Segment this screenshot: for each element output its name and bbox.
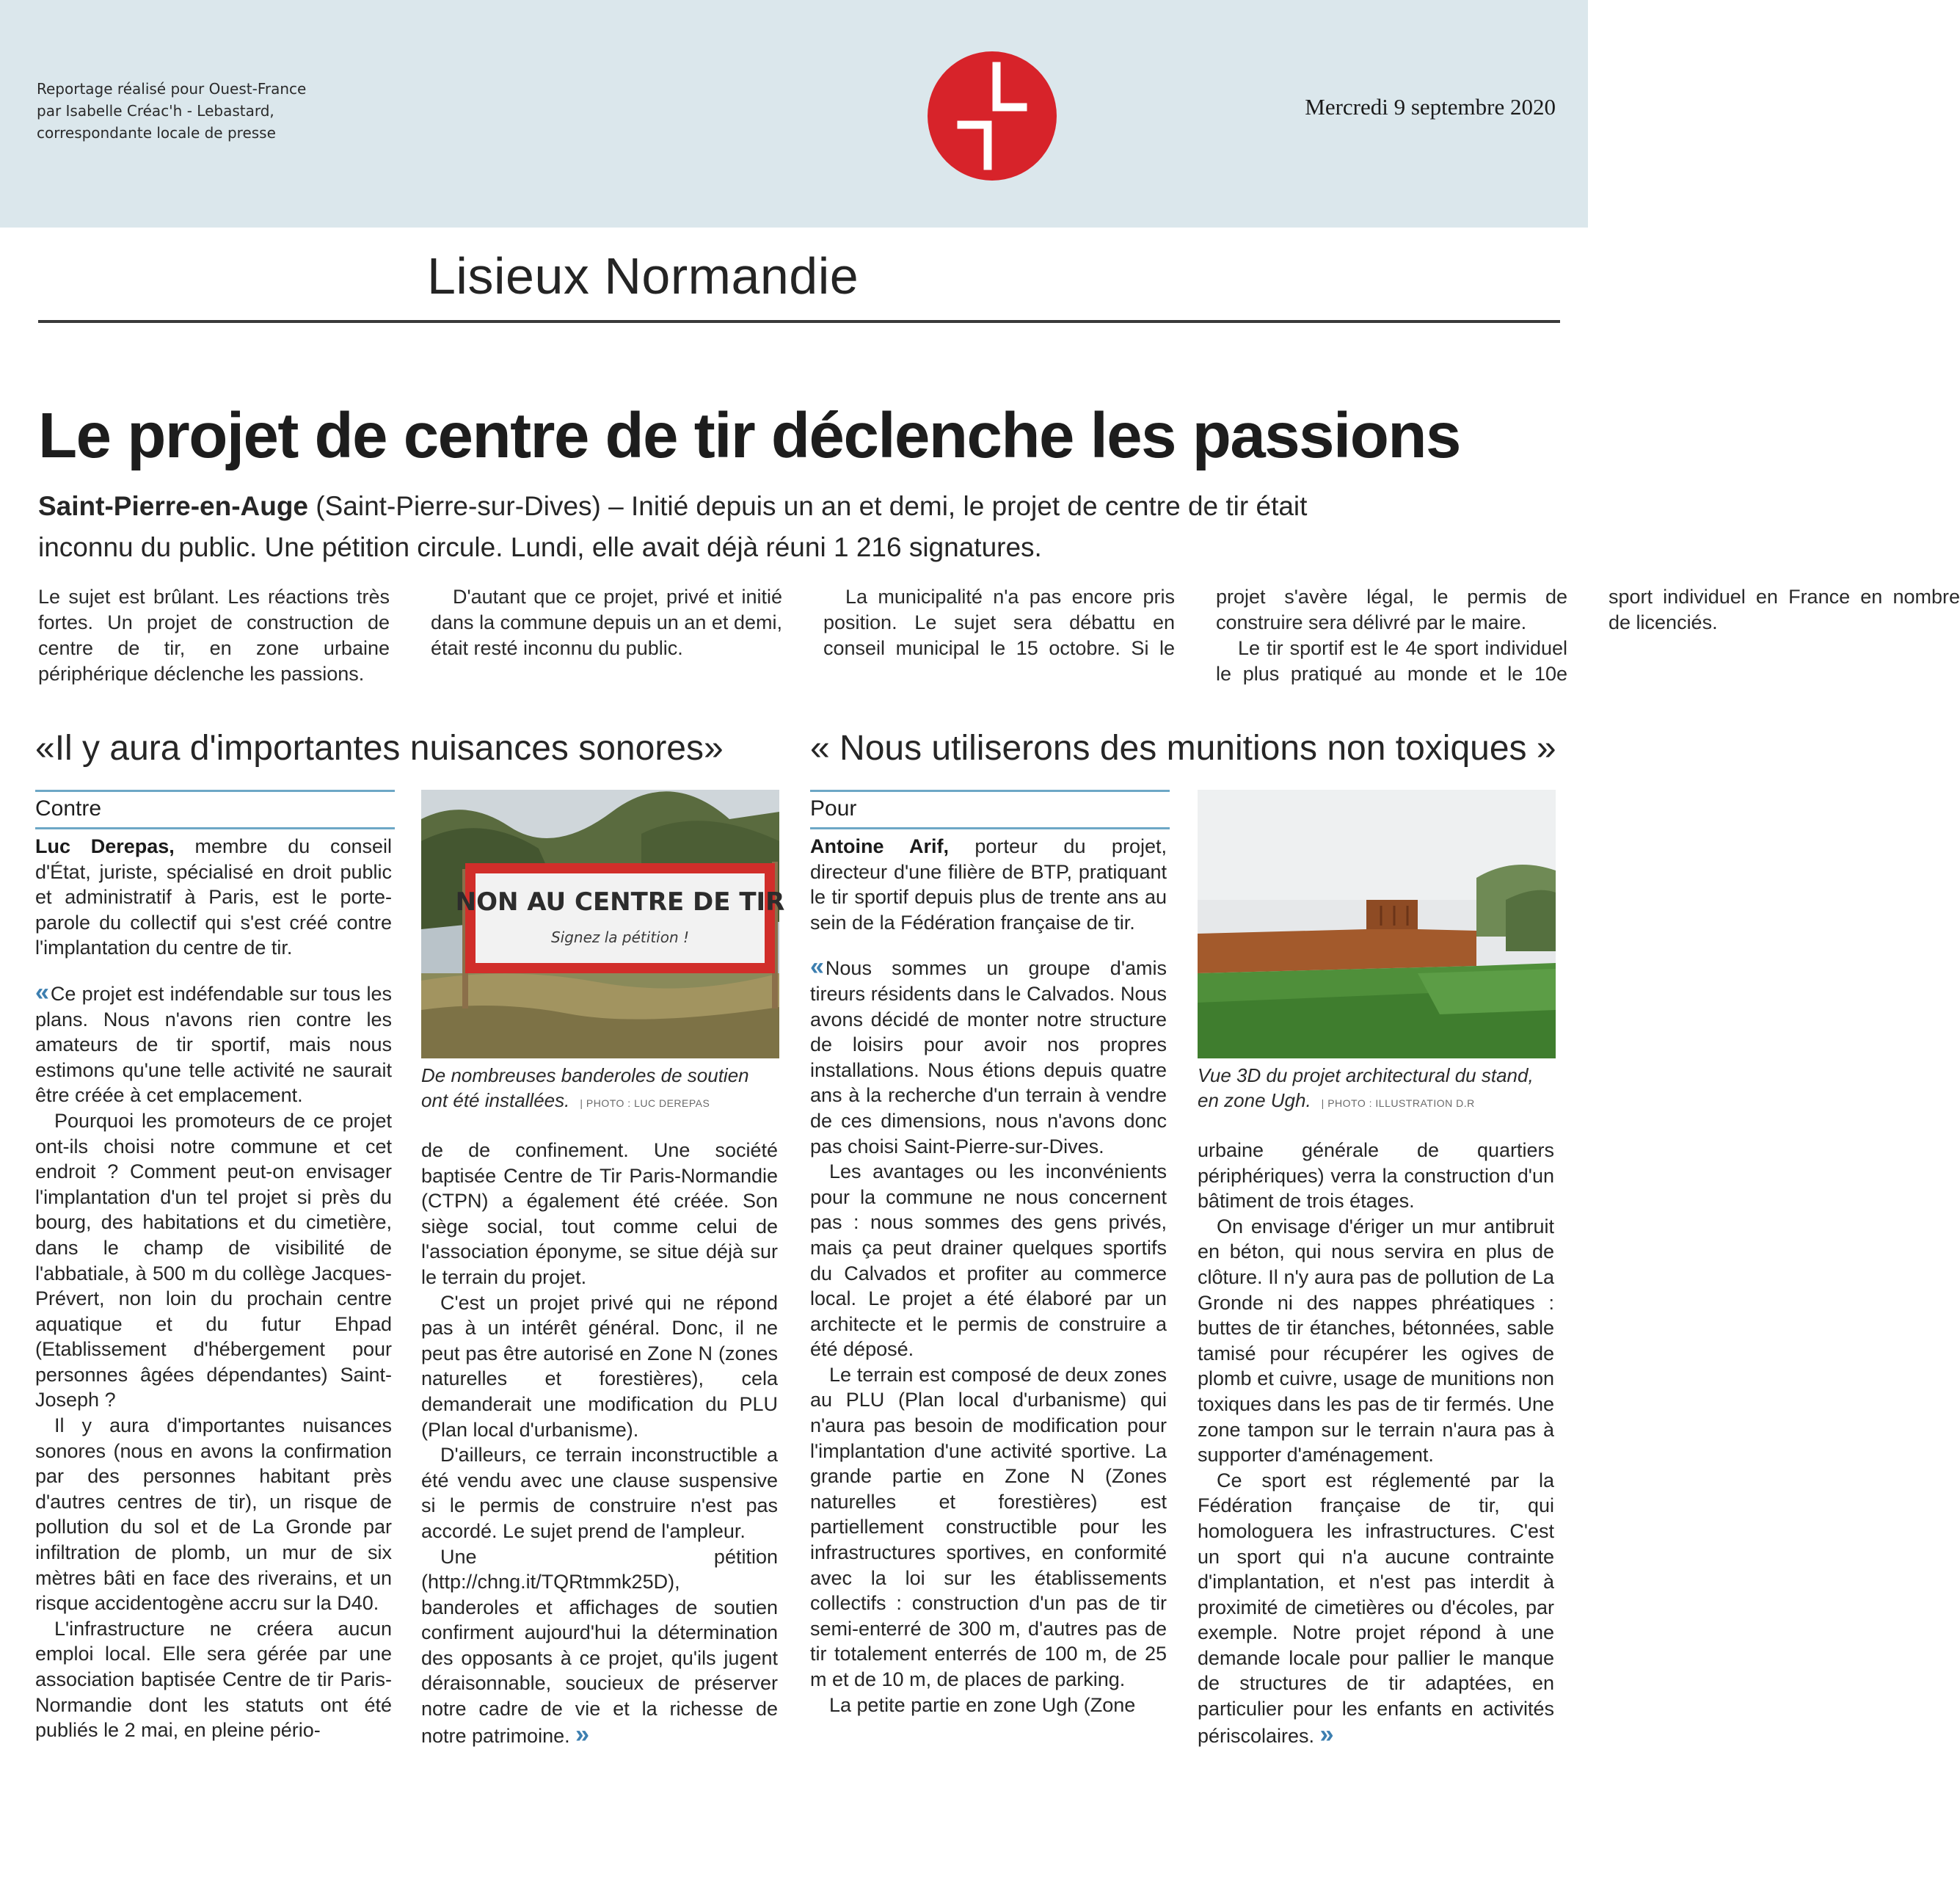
publication-date: Mercredi 9 septembre 2020 <box>1305 94 1556 120</box>
intro-paragraph: Le tir sportif est le 4e sport individuel le plus pratiqué au monde et le 10e sport individuel en France en nombre de licenciés. <box>1216 586 1960 685</box>
contre-person-desc: membre du conseil d'État, juriste, spécialisé en droit public et administratif à Paris, est le porte-parole du collectif qui s'est créé contre l'implantation du centre de tir. <box>35 835 392 959</box>
reporter-credit <box>37 78 448 144</box>
pour-person-desc: porteur du projet, directeur d'une filière de BTP, pratiquant le tir sportif depuis plus de trente ans au sein de la Fédération française de tir. <box>810 835 1167 934</box>
pour-paragraph: Les avantages ou les inconvénients pour la commune ne nous concernent pas : nous sommes des gens privés, mais ça peut drainer quelques sportifs du Calvados et profiter au commerce local. Le projet a été élaboré par un architecte et le permis de construire a été déposé. <box>810 1160 1167 1361</box>
contre-person: Luc Derepas, <box>35 835 175 857</box>
intro-paragraph: La municipalité n'a pas encore pris position. Le sujet sera débattu en conseil municipal le 15 octobre. Si le projet s'avère légal, le permis de construire sera délivré par le maire. <box>823 586 1567 659</box>
ouest-france-logo <box>926 50 1058 182</box>
section-rule <box>38 320 1560 323</box>
pour-paragraph: On envisage d'ériger un mur antibruit en béton, qui nous servira en plus de clôture. Il n'y aura pas de pollution de La Gronde ni des nappes phréatiques : buttes de tir étanches, bétonnées, sable tamisé pour récupérer les ogives de plomb et cuivre, usage de munitions non toxiques dans les pas de tir fermés. Une zone tampon sur le terrain n'aura pas à supporter d'aménagement. <box>1198 1215 1554 1467</box>
contre-intro <box>35 834 392 961</box>
pour-paragraph: urbaine générale de quartiers périphériques) verra la construction d'un bâtiment de trois étages. <box>1198 1139 1554 1213</box>
quote-close-icon: » <box>1319 1720 1331 1748</box>
article-intro <box>38 584 1960 694</box>
contre-label: Contre <box>35 796 102 821</box>
pour-heading: « Nous utiliserons des munitions non toxiques » <box>810 729 1556 768</box>
pour-label-box <box>810 790 1170 829</box>
article-lead <box>38 486 1403 568</box>
article-headline: Le projet de centre de tir déclenche les passions <box>38 400 1460 471</box>
lead-place: Saint-Pierre-en-Auge <box>38 491 309 521</box>
pour-paragraph-text: Ce sport est réglementé par la Fédération française de tir, qui homologuera les infrastructures. C'est un sport qui n'a aucune contrainte d'implantation, et n'est pas interdit à proximité de cimetières ou d'écoles, par exemple. Notre projet répond à une demande locale pour pallier le manque de structures de tir adaptées, en particulier pour les enfants en activités périscolaires. <box>1198 1469 1554 1747</box>
pour-paragraph <box>1198 1468 1554 1749</box>
contre-paragraph: Pourquoi les promoteurs de ce projet ont-ils choisi notre commune et cet endroit ? Comment peut-on envisager l'implantation d'un tel projet si près du bourg, des habitations et du cimetière, dans le champ de visibilité de l'abbatiale, à 500 m du collège Jacques-Prévert, non loin du prochain centre aquatique et du futur Ehpad (Etablissement d'hébergement pour personnes âgées dépendantes) Saint-Joseph ? <box>35 1109 392 1411</box>
lead-text: (Saint-Pierre-sur-Dives) – Initié depuis un an et demi, le projet de centre de tir était inconnu du public. Une pétition circule. Lundi, elle avait déjà réuni 1 216 signatures. <box>38 491 1308 562</box>
contre-heading: «Il y aura d'importantes nuisances sonores» <box>35 729 724 768</box>
credit-line: par Isabelle Créac'h - Lebastard, <box>37 102 274 120</box>
pour-paragraph-text: Nous sommes un groupe d'amis tireurs résidents dans le Calvados. Nous avons décidé de monter notre structure de loisirs pour avoir nos propres installations. Nous étions depuis quatre ans à la recherche d'un terrain à vendre de ces dimensions, nous n'avons donc pas choisi Saint-Pierre-sur-Dives. <box>810 957 1167 1157</box>
pour-column-3 <box>810 834 1167 1718</box>
caption-text: Vue 3D du projet architectural du stand, en zone Ugh. <box>1198 1064 1534 1111</box>
intro-paragraph: Le sujet est brûlant. Les réactions très fortes. Un projet de construction de centre de tir, en zone urbaine périphérique déclenche les passions. <box>38 586 390 685</box>
contre-paragraph: C'est un projet privé qui ne répond pas à un intérêt général. Donc, il ne peut pas être autorisé en Zone N (zones naturelles et forestières), cela demanderait une modification du PLU (Plan local d'urbanisme). <box>421 1291 778 1441</box>
pour-paragraph <box>810 954 1167 1159</box>
banner-caption <box>421 1063 773 1116</box>
caption-credit: | PHOTO : LUC DEREPAS <box>580 1097 710 1109</box>
credit-line: correspondante locale de presse <box>37 124 276 142</box>
contre-paragraph-text: Une pétition (http://chng.it/TQRtmmk25D), banderoles et affichages de soutien confirment aujourd'hui la détermination des opposants à ce projet, qu'ils jugent déraisonnable, soucieux de préserver notre cadre de vie et la richesse de notre patrimoine. <box>421 1545 778 1747</box>
contre-paragraph <box>35 980 392 1108</box>
banner-photo-image <box>421 790 785 1058</box>
caption-credit: | PHOTO : ILLUSTRATION D.R <box>1321 1097 1475 1109</box>
intro-paragraph: D'autant que ce projet, privé et initié dans la commune depuis un an et demi, était resté inconnu du public. <box>431 586 782 659</box>
quote-open-icon: « <box>35 978 46 1006</box>
contre-column-1 <box>35 834 392 1743</box>
pour-intro <box>810 834 1167 935</box>
pour-column-4 <box>1198 1138 1554 1748</box>
contre-column-2 <box>421 1138 778 1748</box>
contre-paragraph <box>421 1544 778 1749</box>
contre-paragraph: de de confinement. Une société baptisée Centre de Tir Paris-Normandie (CTPN) a également été créée. Son siège social, tout comme celui de l'association éponyme, se situe déjà sur le terrain du projet. <box>421 1139 778 1288</box>
architecture-render <box>1198 790 1556 1058</box>
pour-label: Pour <box>810 796 857 821</box>
contre-paragraph: Il y aura d'importantes nuisances sonores (nous en avons la confirmation par des personnes habitant près d'autres centres de tir), un risque de pollution du sol et de La Gronde par infiltration de plomb, un mur de six mètres bâti en face des riverains, et un risque accidentogène accru sur la D40. <box>35 1414 392 1615</box>
contre-paragraph: L'infrastructure ne créera aucun emploi local. Elle sera gérée par une association baptisée Centre de tir Paris-Normandie dont les statuts ont été publiés le 2 mai, en pleine pério- <box>35 1617 392 1742</box>
render-caption <box>1198 1063 1550 1116</box>
contre-paragraph: D'ailleurs, ce terrain inconstructible a été vendu avec une clause suspensive si le permis de construire n'est pas accordé. Le sujet prend de l'ampleur. <box>421 1444 778 1542</box>
banner-photo <box>421 790 785 1058</box>
contre-label-box <box>35 790 395 829</box>
pour-paragraph: La petite partie en zone Ugh (Zone <box>829 1693 1136 1716</box>
architecture-render-image <box>1198 790 1556 1058</box>
quote-close-icon: » <box>575 1720 587 1748</box>
section-title: Lisieux Normandie <box>427 247 859 305</box>
banner-subtitle: Signez la pétition ! <box>550 928 690 946</box>
banner-title: NON AU CENTRE DE TIR <box>455 887 785 917</box>
pour-person: Antoine Arif, <box>810 835 949 857</box>
contre-paragraph-text: Ce projet est indéfendable sur tous les plans. Nous n'avons rien contre les amateurs de tir sportif, mais nous estimons qu'une telle activité ne saurait être créée à cet emplacement. <box>35 982 392 1107</box>
pour-paragraph: Le terrain est composé de deux zones au PLU (Plan local d'urbanisme) qui n'aura pas besoin de modification pour l'implantation d'une activité sportive. La grande partie en Zone N (Zones naturelles et forestières) est partiellement constructible pour les infrastructures sportives, en conformité avec la loi sur les établissements collectifs : construction d'un pas de tir semi-enterré de 300 m, d'autres pas de tir totalement enterrés de 100 m, de 25 m et de 10 m, de places de parking. <box>810 1363 1167 1690</box>
caption-text: De nombreuses banderoles de soutien ont été installées. <box>421 1064 749 1111</box>
quote-open-icon: « <box>810 953 821 981</box>
credit-line: Reportage réalisé pour Ouest-France <box>37 80 307 98</box>
